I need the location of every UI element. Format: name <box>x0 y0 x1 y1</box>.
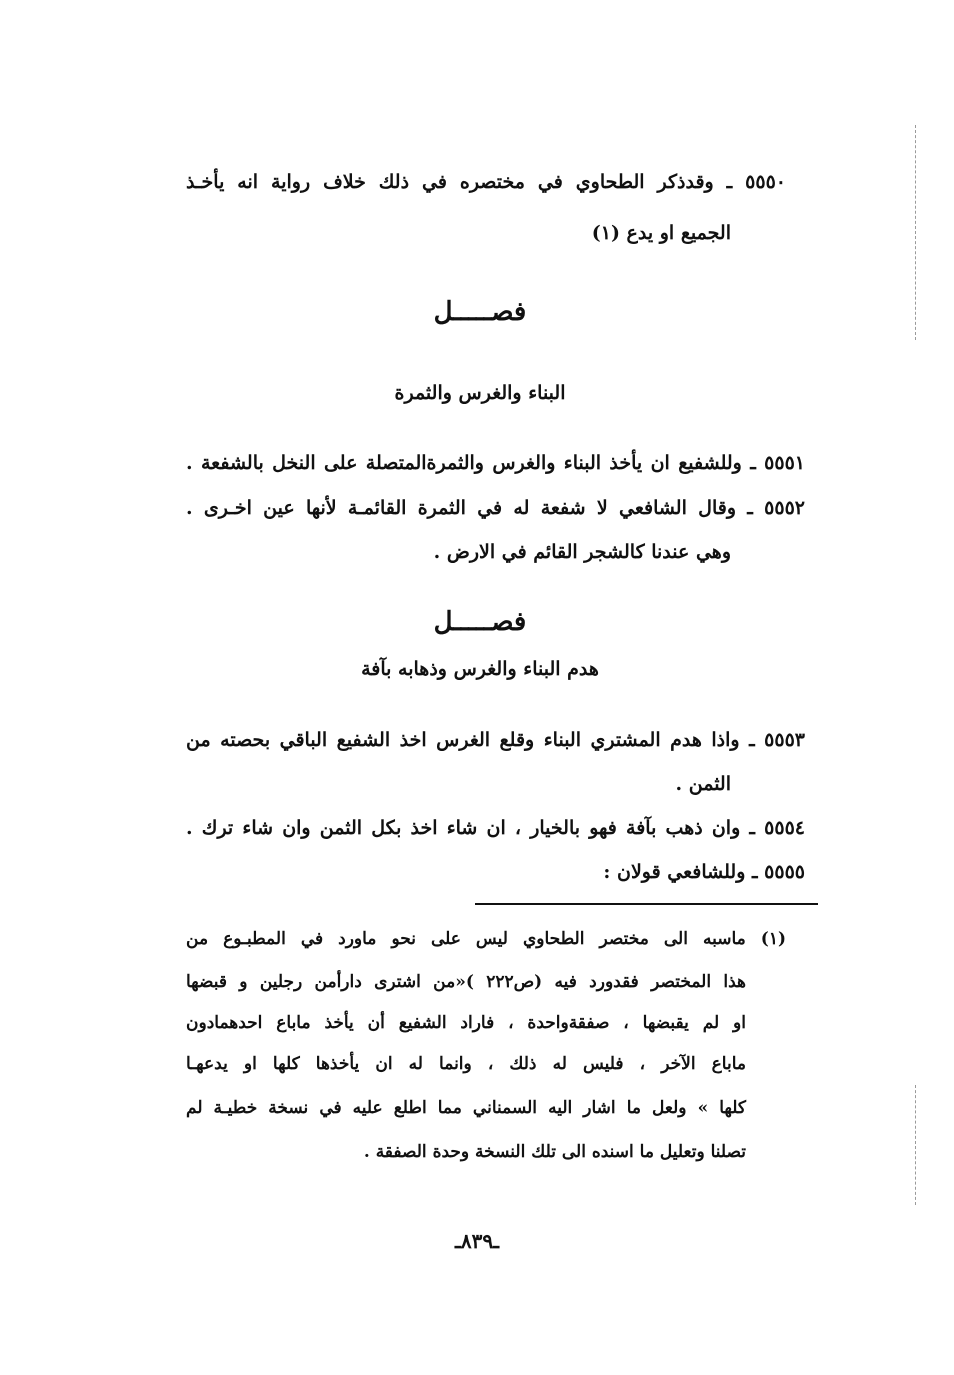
paragraph-5553-line-1: ٥٥٥٣ ـ واذا هدم المشتري البناء وقلع الغرس اخذ الشفيع الباقي بحصته من <box>186 729 805 751</box>
section-subheading: هدم البناء والغرس وذهابه بآفة <box>361 658 599 680</box>
scan-margin-line <box>915 125 916 340</box>
section-heading: فصـــــل <box>433 607 527 637</box>
page-number: ـ٨٣٩ـ <box>455 1229 499 1253</box>
paragraph-5550-line-1: ٥٥٥٠ ـ وقدذكر الطحاوي في مختصره في ذلك خلاف رواية انه يأخـذ <box>186 171 786 193</box>
footnote-line: او لم يقبضها ، صفقةواحدة ، فاراد الشفيع أن يأخذ ماباع احدهمادون <box>186 1013 746 1033</box>
section-subheading: البناء والغرس والثمرة <box>394 382 566 404</box>
paragraph-5554-line-1: ٥٥٥٤ ـ وان ذهب بآفة فهو بالخيار ، ان شاء اخذ بكل الثمن وان شاء ترك . <box>186 817 805 839</box>
footnote-line: ماباع الآخر ، فليس له ذلك ، وانما له ان يأخذها كلها او يدعهـا <box>186 1054 746 1074</box>
footnote-line: (١) ماسبه الى مختصر الطحاوي ليس على نحو ماورد في المطبـوع من <box>186 929 786 949</box>
footnote-divider <box>475 903 818 905</box>
footnote-line: هذا المختصر فقدورد فيه (ص٢٢٢ )«من اشترى دارأمن رجلين و قبضها <box>186 972 746 992</box>
scan-margin-line <box>915 1085 916 1205</box>
footnote-line: كلها » ولعل ما اشار اليه السمناني مما اطلع عليه في نسخة خطيـة لم <box>186 1098 746 1118</box>
paragraph-5551-line-1: ٥٥٥١ ـ وللشفيع ان يأخذ البناء والغرس والثمرةالمتصلة على النخل بالشفعة . <box>186 452 805 474</box>
paragraph-5552-line-1: ٥٥٥٢ ـ وقال الشافعي لا شفعة له في الثمرة القائمـة لأنها عين اخـرى . <box>186 497 805 519</box>
section-heading: فصـــــل <box>433 297 527 327</box>
paragraph-5555-line-1: ٥٥٥٥ ـ وللشافعي قولان : <box>603 861 805 883</box>
paragraph-5552-line-2: وهي عندنا كالشجر القائم في الارض . <box>433 541 731 563</box>
footnote-line: تصلنا وتعليل ما اسنده الى تلك النسخة وحدة الصفقة . <box>363 1142 746 1162</box>
paragraph-5550-line-2: الجميع او يدع (١) <box>591 222 731 244</box>
paragraph-5553-line-2: الثمن . <box>675 773 731 795</box>
